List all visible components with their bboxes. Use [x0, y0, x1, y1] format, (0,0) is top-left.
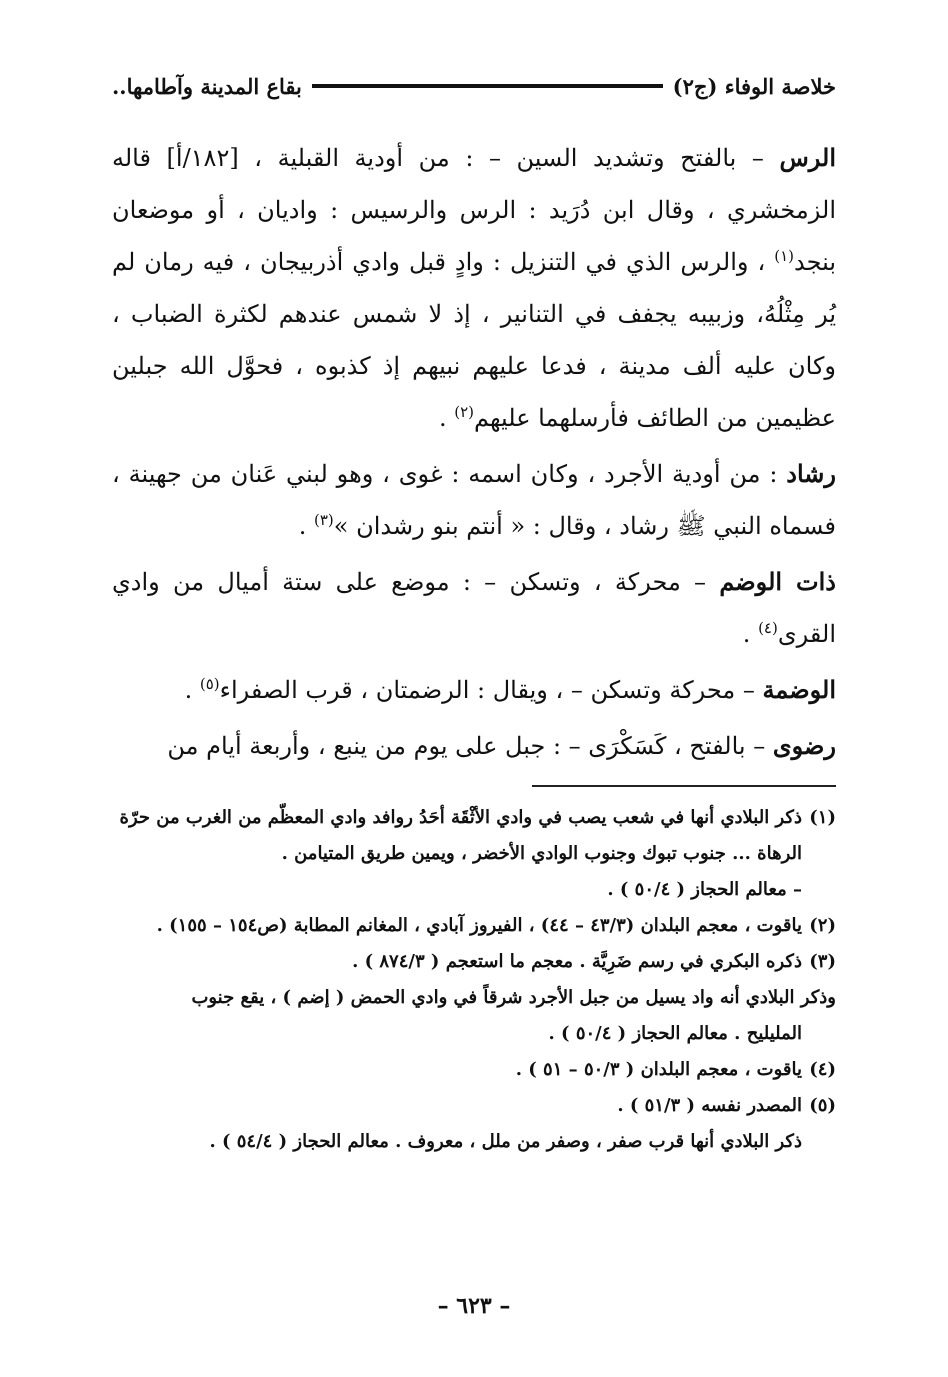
section-title: بقاع المدينة وآطامها.. [112, 73, 302, 99]
footnote-line [112, 1088, 836, 1124]
entry-headword: الوضمة [762, 675, 836, 704]
entry-text: . [438, 404, 455, 432]
book-title: خلاصة الوفاء (ج٢) [672, 73, 836, 99]
main-text [112, 132, 836, 776]
footnote-number: (٥) [809, 1095, 836, 1116]
footnote-text: – معالم الحجاز ( ٥٠/٤ ) . [607, 879, 802, 900]
footnote-text: الرهاة ... جنوب تبوك وجنوب الوادي الأخضر ، ويمين طريق المتيامن . [281, 843, 802, 864]
entry-al-rass [112, 132, 836, 444]
footnote-line [112, 980, 836, 1016]
footnote-line [112, 908, 836, 944]
footnotes [112, 800, 836, 1160]
entry-headword: رضوى [772, 731, 836, 760]
footnote-text: وذكر البلادي أنه واد يسيل من جبل الأجرد شرقاً في وادي الحمض ( إضم ) ، يقع جنوب [191, 987, 836, 1008]
footnote-separator [532, 785, 836, 787]
footnote-line [112, 944, 836, 980]
footnote-number: (٢) [809, 915, 836, 936]
footnote-ref: (٥) [199, 675, 220, 693]
entry-text: . [184, 676, 200, 704]
entry-dhat-al-wadam [112, 556, 836, 660]
footnote-text: ذكر البلادي أنها في شعب يصب في وادي الأثْقَة أحَدُ روافد وادي المعظّم من الغرب من حرّة [119, 807, 802, 828]
footnote-line [112, 836, 836, 872]
entry-text: : من أودية الأجرد ، وكان اسمه : غوى ، وهو لبني عَنان من جهينة ، فسماه النبي ﷺ رشاد ، وقال : « أنتم بنو رشدان » [112, 460, 836, 540]
footnote-ref: (٢) [454, 403, 474, 421]
entry-rashad [112, 448, 836, 552]
entry-al-wadma [112, 664, 836, 716]
footnote-line [112, 872, 836, 908]
footnote-text: ذكره البكري في رسم ضَرِيَّة . معجم ما استعجم ( ٨٧٤/٣ ) . [352, 951, 802, 972]
entry-radwa [112, 720, 836, 772]
entry-text: ، والرس الذي في التنزيل : وادٍ قبل وادي أذربيجان ، فيه رمان لم يُر مِثْلُهُ، وزبيبه يجفف في التنانير ، إذ لا شمس عندهم لكثرة الضباب ، وكان عليه ألف مدينة ، فدعا عليهم نبيهم إذ كذبوه ، فحوَّل الله جبلين عظيمين من الطائف فأرسلهما عليهم [112, 248, 836, 432]
footnote-text: المليليح . معالم الحجاز ( ٥٠/٤ ) . [548, 1023, 802, 1044]
footnote-text: ذكر البلادي أنها قرب صفر ، وصفر من ملل ، معروف . معالم الحجاز ( ٥٤/٤ ) . [209, 1131, 802, 1152]
footnote-text: المصدر نفسه ( ٥١/٣ ) . [617, 1095, 802, 1116]
footnote-line [112, 1052, 836, 1088]
entry-text: . [742, 620, 759, 648]
footnote-number: (٣) [809, 951, 836, 972]
footnote-ref: (٣) [314, 511, 334, 529]
footnote-ref: (١) [774, 247, 794, 265]
footnote-line [112, 1124, 836, 1160]
page-number: – ٦٢٣ – [437, 1293, 511, 1319]
footnote-number: (٤) [809, 1059, 836, 1080]
entry-text: – بالفتح وتشديد السين – : من أودية القبلية ، [١٨٢/أ] قاله الزمخشري ، وقال ابن دُرَيد : الرس والرسيس : واديان ، أو موضعان بنجد [112, 144, 836, 276]
footnote-text: ياقوت ، معجم البلدان ( ٥٠/٣ – ٥١ ) . [515, 1059, 802, 1080]
entry-headword: الرس [779, 143, 836, 172]
footnote-text: ياقوت ، معجم البلدان (٤٣/٣ – ٤٤) ، الفيروز آبادي ، المغانم المطابة (ص١٥٤ – ١٥٥) . [156, 915, 802, 936]
header-rule [312, 84, 663, 88]
running-header [112, 66, 836, 106]
entry-text: – محركة وتسكن – ، ويقال : الرضمتان ، قرب الصفراء [219, 676, 763, 704]
footnote-number: (١) [809, 807, 836, 828]
footnote-line [112, 800, 836, 836]
entry-text: – محركة ، وتسكن – : موضع على ستة أميال من وادي القرى [112, 568, 836, 648]
footnote-line [112, 1016, 836, 1052]
entry-text: – بالفتح ، كَسَكْرَى – : جبل على يوم من ينبع ، وأربعة أيام من [167, 732, 773, 760]
entry-headword: ذات الوضم [719, 567, 836, 596]
footnote-ref: (٤) [758, 619, 778, 637]
entry-headword: رشاد [786, 459, 836, 488]
entry-text: . [298, 512, 314, 540]
